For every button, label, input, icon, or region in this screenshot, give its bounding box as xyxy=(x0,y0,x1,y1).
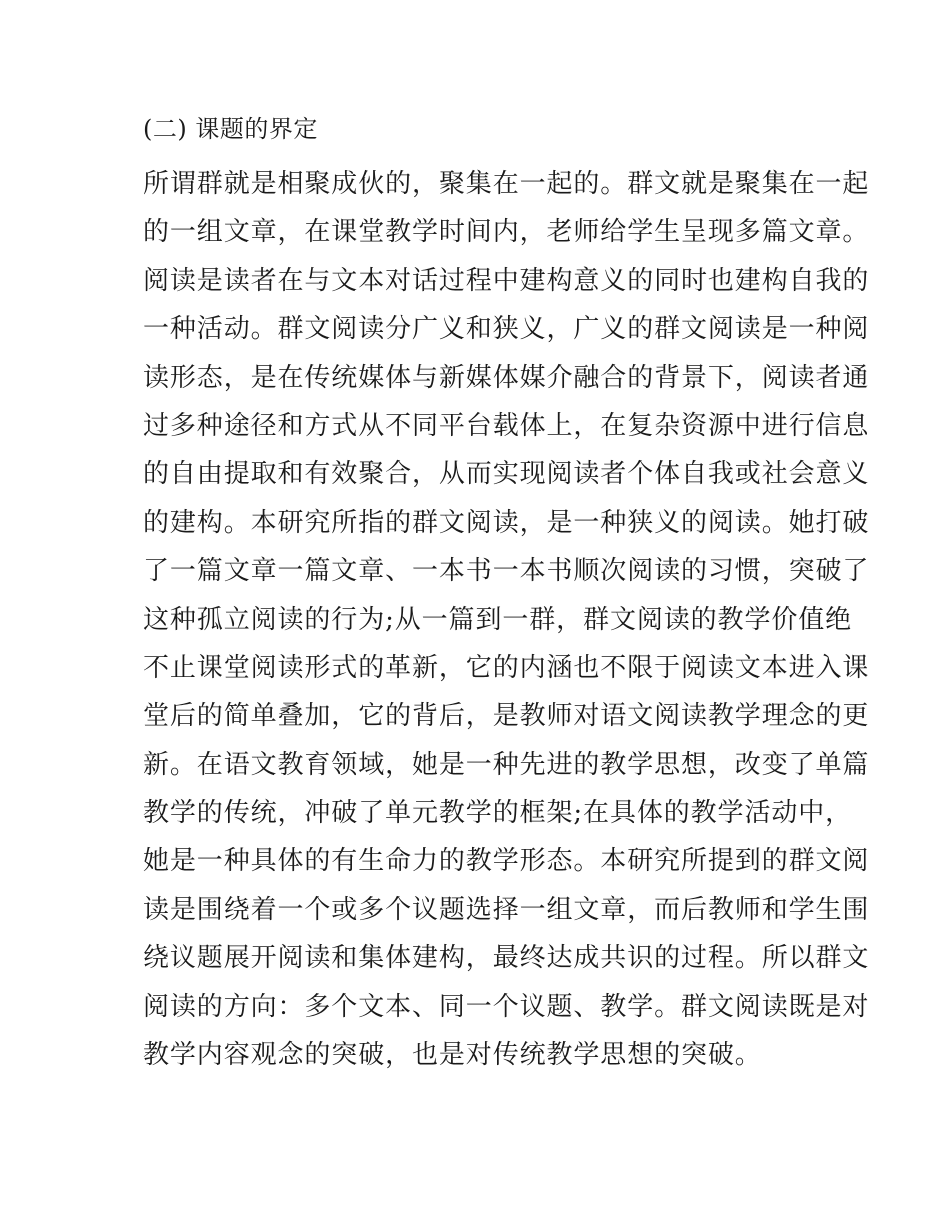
text-line: 阅读的方向：多个文本、同一个议题、教学。群文阅读既是对 xyxy=(143,991,870,1022)
text-line: 读是围绕着一个或多个议题选择一组文章，而后教师和学生围 xyxy=(143,894,870,925)
body-paragraph xyxy=(143,160,870,1079)
text-line: 教学的传统，冲破了单元教学的框架;在具体的教学活动中， xyxy=(143,798,853,829)
text-line: 一种活动。群文阅读分广义和狭义，广义的群文阅读是一种阅 xyxy=(143,314,870,345)
text-line: 的自由提取和有效聚合，从而实现阅读者个体自我或社会意义 xyxy=(143,459,870,490)
text-line: 不止课堂阅读形式的革新，它的内涵也不限于阅读文本进入课 xyxy=(143,652,870,683)
text-line: 她是一种具体的有生命力的教学形态。本研究所提到的群文阅 xyxy=(143,846,870,877)
text-line: 读形态，是在传统媒体与新媒体媒介融合的背景下，阅读者通 xyxy=(143,362,870,393)
text-line: 的建构。本研究所指的群文阅读，是一种狭义的阅读。她打破 xyxy=(143,507,870,538)
text-line: 了一篇文章一篇文章、一本书一本书顺次阅读的习惯，突破了 xyxy=(143,556,870,587)
text-line: 这种孤立阅读的行为;从一篇到一群，群文阅读的教学价值绝 xyxy=(143,604,853,635)
text-line: 所谓群就是相聚成伙的，聚集在一起的。群文就是聚集在一起 xyxy=(143,169,870,199)
text-line: 绕议题展开阅读和集体建构，最终达成共识的过程。所以群文 xyxy=(143,943,870,974)
text-line: 教学内容观念的突破，也是对传统教学思想的突破。 xyxy=(143,1040,762,1071)
text-line: 阅读是读者在与文本对话过程中建构意义的同时也建构自我的 xyxy=(143,265,870,296)
section-heading: (二) 课题的界定 xyxy=(143,115,318,143)
text-line: 新。在语文教育领域，她是一种先进的教学思想，改变了单篇 xyxy=(143,749,870,780)
text-line: 过多种途径和方式从不同平台载体上，在复杂资源中进行信息 xyxy=(143,410,870,441)
text-line: 堂后的简单叠加，它的背后，是教师对语文阅读教学理念的更 xyxy=(143,701,870,732)
text-line: 的一组文章，在课堂教学时间内，老师给学生呈现多篇文章。 xyxy=(143,217,870,248)
